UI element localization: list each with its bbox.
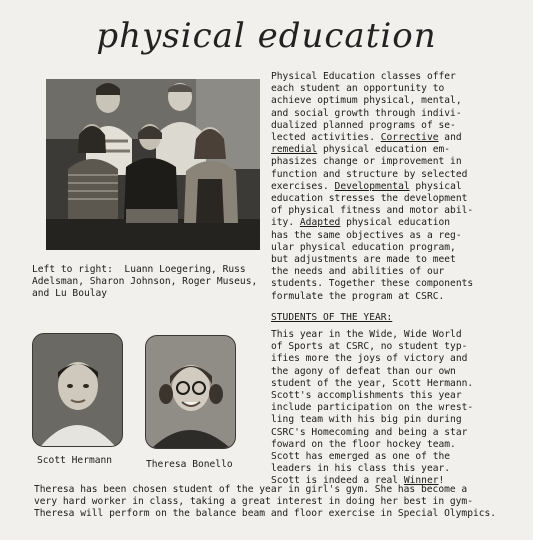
corrective-term: Corrective <box>380 132 439 144</box>
portrait-scott-image <box>33 334 122 446</box>
adapted-term: Adapted <box>299 217 341 229</box>
portrait-caption-scott: Scott Hermann <box>37 455 113 466</box>
portrait-theresa-image <box>146 336 235 448</box>
students-heading <box>271 312 392 324</box>
students-paragraph <box>271 329 473 488</box>
students-text: This year in the Wide, Wide World of Sports at CSRC, no student typ- ifies more the joys of victory and the agony of defeat than our own student of the year, Scott Hermann. Scott's accomplishments this year include participation on the wrest- ling team with his big pin during CSRC's Homecoming and being a star foward on the floor hockey team. Scott has emerged as one of the leaders in his class this year. Scott is indeed a real <box>271 329 474 487</box>
theresa-paragraph: Theresa has been chosen student of the year in girl's gym. She has become a very hard worker in class, taking a great interest in doing her best in gym- Theresa will perform on the balance beam and floor exercise in Special Olympics. <box>34 484 497 520</box>
remedial-term: remedial <box>271 144 318 156</box>
portrait-theresa <box>145 335 236 449</box>
intro-paragraph <box>271 71 529 303</box>
portrait-scott <box>32 333 123 447</box>
intro-text: physical education has the same objectives as a reg- ular physical education program, but adjustments are made to meet the needs and abilities of our students. Together these components formulate the program at CSRC. <box>271 217 474 302</box>
intro-text: and <box>444 132 462 144</box>
intro-text: physical education stresses the development of physical fitness and motor abil- ity. <box>271 180 474 229</box>
group-photo <box>46 79 260 250</box>
winner-term: Winner <box>403 475 439 487</box>
intro-text: Physical Education classes offer each student an opportunity to achieve optimum physical, mental, and social growth through indivi- dualized planned programs of se- lected activities. <box>271 71 462 144</box>
developmental-term: Developmental <box>334 180 410 192</box>
intro-text: physical education em- phasizes change or improvement in function and structure by selected exercises. <box>271 144 468 192</box>
photo-caption: Left to right: Luann Loegering, Russ Adelsman, Sharon Johnson, Roger Museus, and Lu Boulay <box>32 264 258 300</box>
portrait-caption-theresa: Theresa Bonello <box>146 459 233 470</box>
group-photo-image <box>46 79 260 250</box>
page-title: physical education <box>96 16 437 56</box>
students-heading-text: STUDENTS OF THE YEAR: <box>271 312 393 323</box>
students-text: ! <box>438 475 445 487</box>
